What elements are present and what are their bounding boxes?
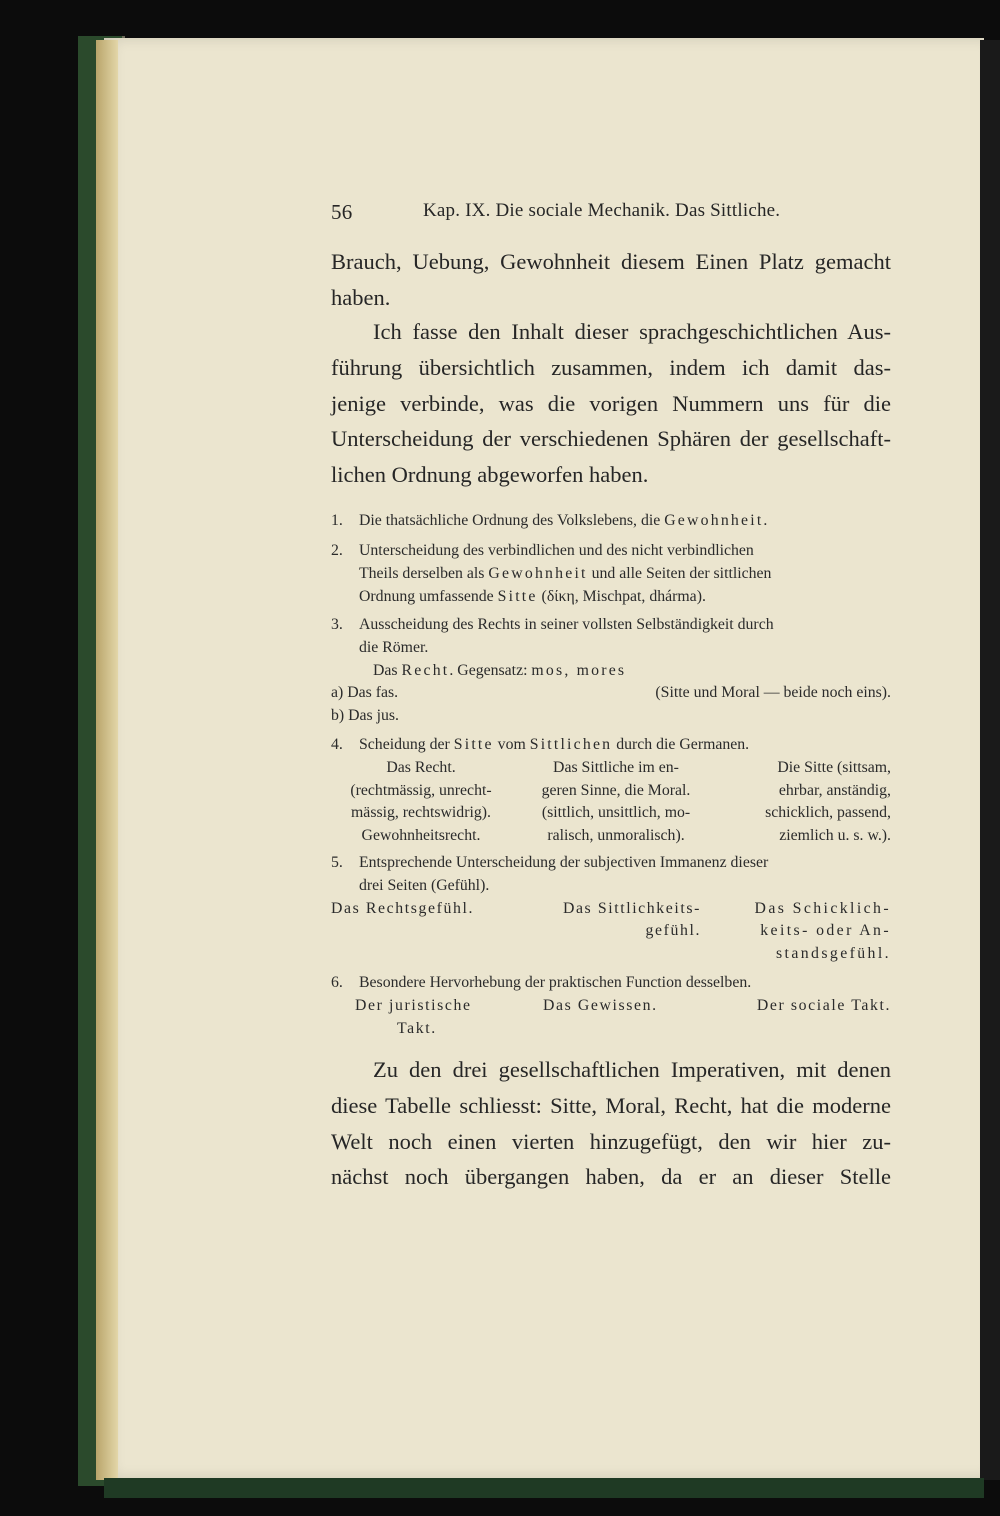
list-text: Die thatsächliche Ordnung des Volkslebens, die — [359, 512, 665, 529]
list-text: drei Seiten (Gefühl). — [359, 876, 490, 894]
table-cell: Das Rechtsgefühl. — [331, 899, 475, 917]
table-cell: Das Schicklich- — [754, 899, 891, 917]
text-line: diese Tabelle schliesst: Sitte, Moral, Recht, hat die moderne — [331, 1092, 891, 1118]
list-text: (Sitte und Moral — beide noch eins). — [655, 684, 891, 702]
list-text: (δίκη, Mischpat, dhárma). — [537, 587, 706, 605]
page-number: 56 — [331, 200, 353, 224]
table-cell: geren Sinne, die Moral. — [541, 781, 691, 799]
list-item-4 — [331, 734, 891, 848]
list-item-3 — [331, 614, 891, 728]
column-sitte — [721, 757, 891, 848]
text-line: führung übersichtlich zusammen, indem ich damit das- — [331, 354, 891, 380]
page-right-shadow — [980, 40, 1000, 1480]
spaced-term: Gewohnheit — [664, 512, 764, 529]
list-text: Theils derselben als — [359, 564, 489, 582]
table-cell: keits- oder An- — [760, 922, 891, 940]
table-cell: ehrbar, anständig, — [778, 781, 891, 799]
comparison-table — [331, 757, 891, 848]
list-text: die Römer. — [359, 638, 429, 656]
list-number: 4. — [331, 736, 343, 753]
spaced-term: Gewohnheit — [488, 564, 588, 582]
text-line: Zu den drei gesellschaftlichen Imperativen, mit denen — [373, 1057, 891, 1082]
list-text: Das — [373, 661, 402, 679]
table-cell: Das Gewissen. — [543, 996, 658, 1014]
spaced-term: Sittlichen — [529, 736, 613, 753]
column-sittlichkeitsgefuehl — [531, 898, 701, 966]
list-text: Ordnung umfassende — [359, 587, 498, 605]
list-item-6 — [331, 972, 891, 1040]
table-cell: Takt. — [397, 1019, 437, 1037]
list-text: Scheidung der — [359, 736, 454, 753]
column-moral — [521, 757, 711, 848]
list-number: 2. — [331, 542, 343, 559]
list-text: Besondere Hervorhebung der praktischen Function desselben. — [359, 974, 752, 991]
table-cell: Das Recht. — [386, 758, 456, 776]
table-cell: gefühl. — [645, 922, 701, 940]
table-cell: (rechtmässig, unrecht- — [350, 781, 492, 799]
comparison-table — [331, 995, 891, 1041]
book-bottom-edge — [104, 1478, 984, 1498]
table-cell: Der juristische — [355, 996, 472, 1014]
text-line: Brauch, Uebung, Gewohnheit diesem Einen Platz gemacht — [331, 249, 891, 274]
table-cell: ralisch, unmoralisch). — [547, 827, 685, 845]
list-number: 1. — [331, 512, 343, 529]
list-text: und alle Seiten der sittlichen — [587, 564, 772, 582]
paragraph-1 — [331, 244, 891, 316]
column-rechtsgefuehl — [331, 898, 511, 966]
spaced-term: mos, mores — [531, 661, 627, 679]
list-number: 3. — [331, 616, 343, 633]
spaced-term: Recht — [401, 661, 450, 679]
list-text: durch die Germanen. — [612, 736, 750, 753]
list-text: Unterscheidung des verbindlichen und des nicht verbindlichen — [359, 542, 754, 559]
list-text: b) Das jus. — [331, 707, 400, 725]
paragraph-2 — [331, 314, 891, 493]
list-text: Entsprechende Unterscheidung der subjectiven Immanenz dieser — [359, 854, 769, 871]
text-line: haben. — [331, 284, 391, 310]
list-text: a) Das fas. — [331, 684, 399, 702]
table-cell: ziemlich u. s. w.). — [779, 827, 891, 845]
table-cell: Das Sittliche im en- — [553, 758, 679, 776]
table-cell: Gewohnheitsrecht. — [361, 827, 481, 845]
text-line: Unterscheidung der verschiedenen Sphären der gesellschaft- — [331, 426, 891, 452]
table-cell: Das Sittlichkeits- — [562, 899, 701, 917]
column-recht — [331, 757, 511, 848]
table-cell: (sittlich, unsittlich, mo- — [541, 804, 691, 822]
list-item-2 — [331, 540, 891, 608]
list-number: 5. — [331, 854, 343, 871]
list-text: . Gegensatz: — [449, 661, 532, 679]
text-line: jenige verbinde, was die vorigen Nummern uns für die — [331, 390, 891, 416]
column-sociale-takt — [731, 995, 891, 1041]
text-line: Welt noch einen vierten hinzugefügt, den wir hier zu- — [331, 1128, 891, 1154]
table-cell: mässig, rechtswidrig). — [351, 804, 491, 822]
page-gutter-edge — [96, 40, 118, 1480]
paragraph-3 — [331, 1052, 891, 1195]
list-text: Ausscheidung des Rechts in seiner vollsten Selbständigkeit durch — [359, 616, 774, 633]
list-item-5 — [331, 852, 891, 966]
table-cell: schicklich, passend, — [765, 804, 891, 822]
list-item-1 — [331, 510, 891, 533]
column-anstandsgefuehl — [721, 898, 891, 966]
running-title: Kap. IX. Die sociale Mechanik. Das Sittliche. — [423, 200, 781, 221]
text-line: Ich fasse den Inhalt dieser sprachgeschichtlichen Aus- — [373, 319, 891, 344]
table-cell: Die Sitte (sittsam, — [777, 758, 891, 776]
text-line: nächst noch übergangen haben, da er an dieser Stelle — [331, 1164, 891, 1190]
column-gewissen — [543, 995, 703, 1041]
comparison-table — [331, 898, 891, 966]
text-line: lichen Ordnung abgeworfen haben. — [331, 462, 649, 488]
list-text: vom — [493, 736, 530, 753]
spaced-term: Sitte — [497, 587, 538, 605]
table-cell: Der sociale Takt. — [756, 996, 891, 1014]
table-cell: standsgefühl. — [776, 945, 891, 963]
list-number: 6. — [331, 974, 343, 991]
column-juristische-takt — [355, 995, 515, 1041]
list-text: . — [763, 512, 768, 529]
spaced-term: Sitte — [453, 736, 494, 753]
